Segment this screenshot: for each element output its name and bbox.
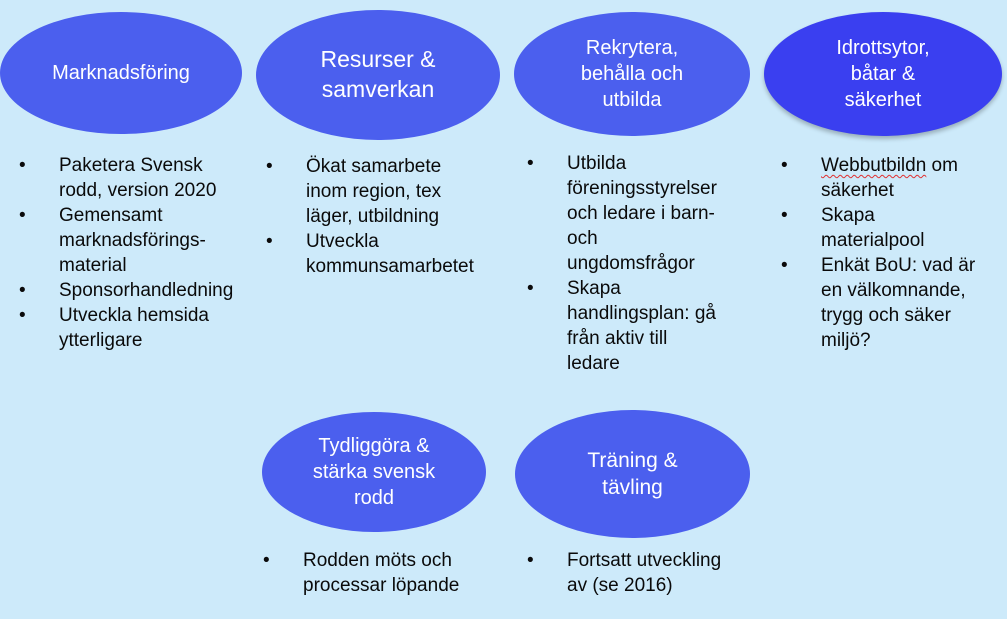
ellipse-title: Idrottsytor, båtar & säkerhet — [836, 37, 930, 111]
list-item: • Utveckla hemsida ytterligare — [19, 303, 233, 353]
list-item: • Enkät BoU: vad är en välkomnande, trygg och säker miljö? — [781, 253, 975, 353]
bullet-list-resurser-samverkan — [266, 154, 474, 279]
list-item: • Skapa handlingsplan: gå från aktiv till ledare — [527, 276, 717, 376]
list-item: • Sponsorhandledning — [19, 278, 233, 303]
bullet-list-tydliggora-starka — [263, 548, 459, 598]
bullet-list-marknadsforing — [19, 153, 233, 353]
ellipse-idrottsytor-batar-sakerhet[interactable] — [764, 12, 1002, 136]
ellipse-title: Träning & tävling — [587, 448, 678, 499]
ellipse-title: Marknadsföring — [52, 62, 190, 84]
spellcheck-word: Webbutbildn — [821, 155, 927, 176]
list-item: • Rodden möts och processar löpande — [263, 548, 459, 598]
ellipse-traning-tavling[interactable] — [515, 410, 750, 538]
list-item: • Skapa materialpool — [781, 203, 975, 253]
list-item — [781, 153, 975, 203]
bullet-list-rekrytera-behalla-utbilda — [527, 151, 717, 376]
ellipse-rekrytera-behalla-utbilda[interactable] — [514, 12, 750, 136]
list-item: • Fortsatt utveckling av (se 2016) — [527, 548, 721, 598]
ellipse-tydliggora-starka-svensk-rodd[interactable] — [262, 412, 486, 532]
ellipse-title: Rekrytera, behålla och utbilda — [580, 37, 684, 111]
ellipse-resurser-samverkan[interactable] — [256, 10, 500, 140]
list-item: • Gemensamt marknadsförings- material — [19, 203, 233, 278]
ellipse-title: Resurser & samverkan — [320, 46, 436, 102]
bullet-list-idrottsytor-batar-sakerhet — [781, 153, 975, 353]
ellipse-marknadsforing[interactable] — [0, 12, 242, 134]
list-item: • Ökat samarbete inom region, tex läger, utbildning — [266, 154, 474, 229]
list-item-text: om säkerhet — [821, 155, 958, 201]
list-item: • Paketera Svensk rodd, version 2020 — [19, 153, 233, 203]
list-item: • Utveckla kommunsamarbetet — [266, 229, 474, 279]
ellipse-title: Tydliggöra & stärka svensk rodd — [312, 435, 436, 509]
list-item: • Utbilda föreningsstyrelser och ledare i barn- och ungdomsfrågor — [527, 151, 717, 276]
bullet-list-traning-tavling — [527, 548, 721, 598]
